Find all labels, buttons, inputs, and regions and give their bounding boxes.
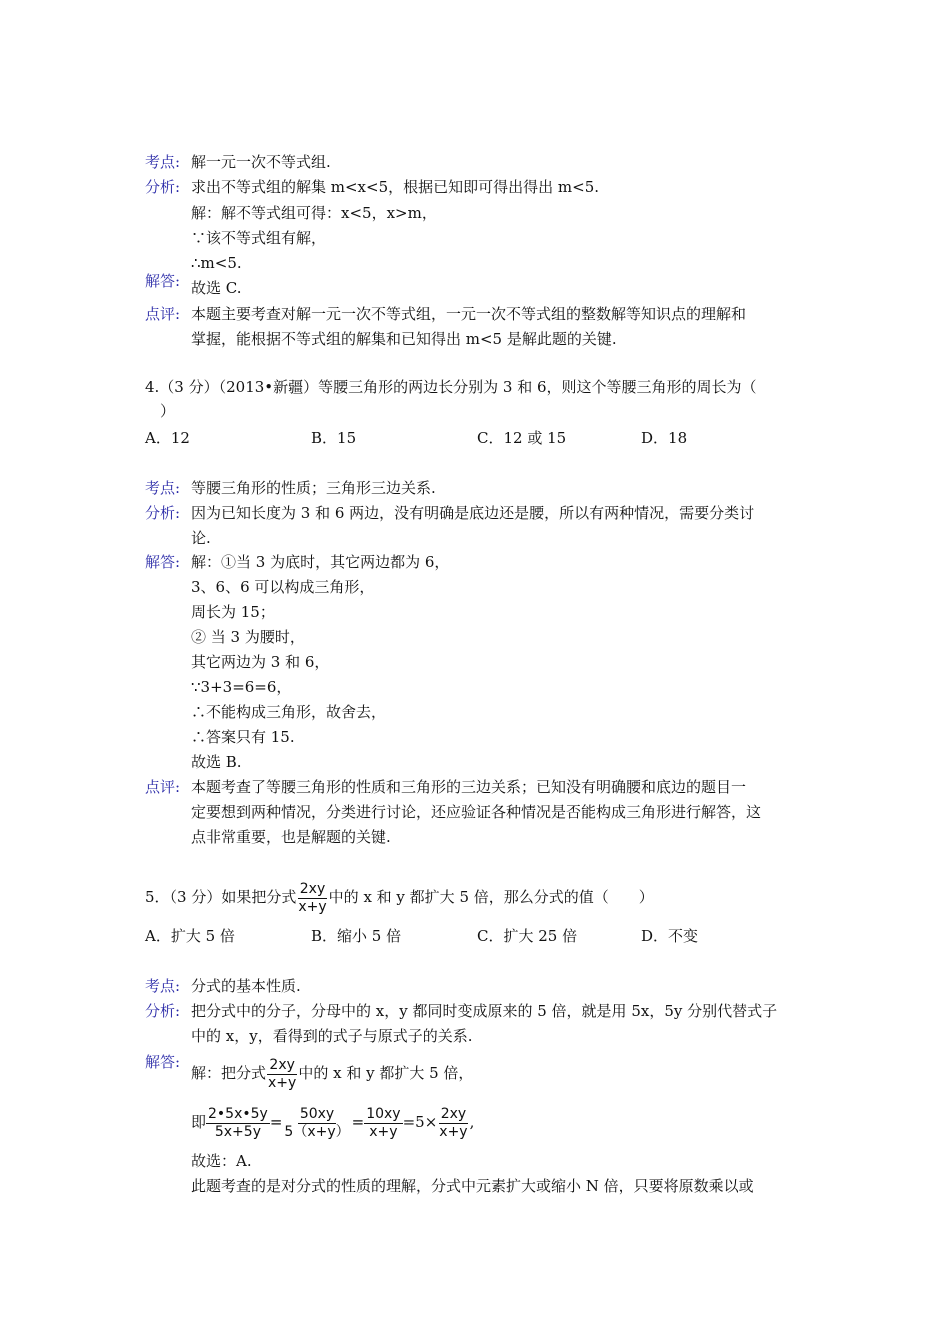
q5-option-c: C．扩大 25 倍 xyxy=(477,927,578,945)
q4-jieda-line: 3、6、6 可以构成三角形， xyxy=(191,578,375,596)
q4-option-d: D．18 xyxy=(641,429,688,447)
label-jieda: 解答: xyxy=(145,1053,181,1071)
eq-prefix: 即 xyxy=(191,1113,207,1131)
q5-last-line: 此题考查的是对分式的性质的理解，分式中元素扩大或缩小 N 倍，只要将原数乘以或 xyxy=(191,1177,754,1195)
q4-jieda-line: ∴不能构成三角形，故舍去， xyxy=(191,703,387,721)
fraction-denominator: 5（x+y） xyxy=(284,1123,350,1140)
q4-fenxi-line: 因为已知长度为 3 和 6 两边，没有明确是底边还是腰，所以有两种情况，需要分类讨 xyxy=(191,504,755,522)
eq-fraction-1 xyxy=(206,1106,270,1141)
q5-jieda-before: 解：把分式 xyxy=(191,1064,267,1082)
eq-end: , xyxy=(469,1113,475,1131)
q4-jieda-line: 其它两边为 3 和 6， xyxy=(191,653,330,671)
q3-fenxi-text: 求出不等式组的解集 m<x<5，根据已知即可得出得出 m<5. xyxy=(191,178,600,196)
fraction-denominator: x+y xyxy=(439,1123,468,1140)
eq-fraction-4 xyxy=(437,1106,469,1141)
fraction-numerator: 2xy xyxy=(440,1105,467,1122)
q3-kaodian-text: 解一元一次不等式组. xyxy=(191,153,331,171)
q5-jieda-line1 xyxy=(191,1054,473,1092)
q4-jieda-line: ∵3+3=6=6， xyxy=(191,678,292,696)
q5-option-d: D．不变 xyxy=(641,927,699,945)
label-jieda: 解答: xyxy=(145,553,181,571)
fraction-numerator: 2•5x•5y xyxy=(208,1105,268,1122)
q5-option-b: B．缩小 5 倍 xyxy=(311,927,402,945)
q5-stem xyxy=(145,877,654,917)
q4-option-a: A．12 xyxy=(145,429,190,447)
q5-option-a: A．扩大 5 倍 xyxy=(145,927,235,945)
q3-dianping-line: 掌握，能根据不等式组的解集和已知得出 m<5 是解此题的关键. xyxy=(191,330,617,348)
eq-fraction-2 xyxy=(282,1106,351,1141)
fraction-numerator: 2xy xyxy=(269,1056,295,1073)
q4-option-b: B．15 xyxy=(311,429,357,447)
fraction-numerator: 2xy xyxy=(299,880,326,897)
q4-jieda-line: 故选 B. xyxy=(191,753,242,771)
q3-dianping-line: 本题主要考查对解一元一次不等式组，一元一次不等式组的整数解等知识点的理解和 xyxy=(191,305,747,323)
q4-jieda-line: 周长为 15； xyxy=(191,603,275,621)
q4-fenxi-line: 论. xyxy=(191,529,211,547)
q5-stem-after: 中的 x 和 y 都扩大 5 倍，那么分式的值（ ） xyxy=(328,888,654,906)
fraction-denominator: 5x+5y xyxy=(214,1123,261,1140)
q5-fenxi-line: 把分式中的分子，分母中的 x，y 都同时变成原来的 5 倍，就是用 5x，5y 分别代替式子 xyxy=(191,1002,778,1020)
q3-step: 解：解不等式组可得：x<5，x>m， xyxy=(191,204,437,222)
q5-answer: 故选：A. xyxy=(191,1152,252,1170)
fraction-numerator: 50xy xyxy=(299,1105,335,1122)
q5-kaodian-text: 分式的基本性质. xyxy=(191,977,301,995)
q5-equation xyxy=(191,1100,474,1144)
q3-step: ∵该不等式组有解， xyxy=(191,229,327,247)
fraction-denominator: x+y xyxy=(298,898,327,915)
label-kaodian: 考点: xyxy=(145,479,181,497)
q5-stem-before: 5．（3 分）如果把分式 xyxy=(145,888,297,906)
q4-option-c: C．12 或 15 xyxy=(477,429,567,447)
q4-dianping-line: 定要想到两种情况，分类进行讨论，还应验证各种情况是否能构成三角形进行解答，这 xyxy=(191,803,762,821)
q5-jieda-after: 中的 x 和 y 都扩大 5 倍， xyxy=(298,1064,474,1082)
fraction-denominator: x+y xyxy=(268,1074,297,1091)
label-fenxi: 分析: xyxy=(145,178,181,196)
q5-fenxi-line: 中的 x，y，看得到的式子与原式子的关系. xyxy=(191,1027,473,1045)
eq-equals-1: = xyxy=(269,1113,283,1131)
q3-step: ∴m<5. xyxy=(191,254,242,272)
q4-stem: 4.（3 分）（2013•新疆）等腰三角形的两边长分别为 3 和 6，则这个等腰三角形的周长为（ xyxy=(145,378,757,396)
q4-dianping-line: 点非常重要，也是解题的关键. xyxy=(191,828,391,846)
label-kaodian: 考点: xyxy=(145,977,181,995)
fraction-numerator: 10xy xyxy=(366,1105,401,1122)
q4-dianping-line: 本题考查了等腰三角形的性质和三角形的三边关系；已知没有明确腰和底边的题目一 xyxy=(191,778,747,796)
label-dianping: 点评: xyxy=(145,305,181,323)
label-kaodian: 考点: xyxy=(145,153,181,171)
q4-jieda-line: 解：①当 3 为底时，其它两边都为 6， xyxy=(191,553,450,571)
q5-stem-fraction xyxy=(296,881,328,916)
q4-jieda-line: ② 当 3 为腰时， xyxy=(191,628,305,646)
fraction-denominator: x+y xyxy=(369,1123,398,1140)
q3-answer: 故选 C. xyxy=(191,279,242,297)
label-fenxi: 分析: xyxy=(145,504,181,522)
q4-kaodian-text: 等腰三角形的性质；三角形三边关系. xyxy=(191,479,436,497)
label-dianping: 点评: xyxy=(145,778,181,796)
q4-stem-tail: ） xyxy=(160,402,176,420)
label-jieda: 解答: xyxy=(145,272,181,290)
eq-fraction-3 xyxy=(364,1106,402,1141)
eq-equals-2: = xyxy=(351,1113,365,1131)
label-fenxi: 分析: xyxy=(145,1002,181,1020)
eq-times-5: =5× xyxy=(402,1113,438,1131)
q5-jieda-fraction xyxy=(266,1057,298,1092)
q4-jieda-line: ∴答案只有 15. xyxy=(191,728,295,746)
